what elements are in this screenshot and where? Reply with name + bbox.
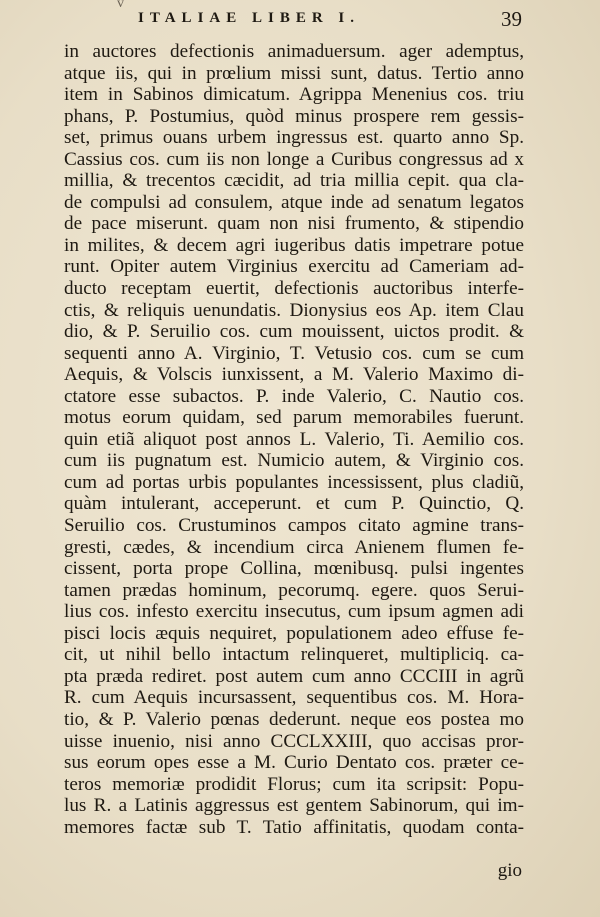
text-line: tio, & P. Valerio pœnas dederunt. neque eos postea mo <box>64 708 524 730</box>
text-line: cum ad portas urbis populantes incessissent, plus cladiũ, <box>64 471 524 493</box>
text-line: de compulsi ad consulem, atque inde ad senatum legatos <box>64 191 524 213</box>
text-line: phans, P. Postumius, quòd minus prospere rem gessis- <box>64 105 524 127</box>
text-line: ctatore esse subactos. P. inde Valerio, C. Nautio cos. <box>64 385 524 407</box>
text-line: ctis, & reliquis uenundatis. Dionysius eos Ap. item Clau <box>64 299 524 321</box>
text-line: R. cum Aequis incursassent, sequentibus cos. M. Hora- <box>64 687 524 709</box>
text-line: cissent, porta prope Collina, mœnibusq. pulsi ingentes <box>64 558 524 580</box>
catchword: gio <box>497 860 522 881</box>
text-line: pta præda rediret. post autem cum anno CCCIII in agrũ <box>64 665 524 687</box>
text-line: atque iis, qui in prœlium missi sunt, datus. Tertio anno <box>64 62 524 84</box>
text-line: tamen prædas hominum, pecorumq. egere. quos Serui- <box>64 579 524 601</box>
text-line: pisci locis æquis nequiret, populationem adeo effuse fe- <box>64 622 524 644</box>
text-line: quin etiã aliquot post annos L. Valerio, Ti. Aemilio cos. <box>64 428 524 450</box>
text-line: quàm intulerant, acceperunt. et cum P. Quinctio, Q. <box>64 493 524 515</box>
text-line: set, primus ouans urbem ingressus est. quarto anno Sp. <box>64 127 524 149</box>
text-line: memores factæ sub T. Tatio affinitatis, quodam conta- <box>64 816 524 838</box>
body-text <box>64 41 524 838</box>
text-line: motus eorum quidam, sed parum memorabiles fuerunt. <box>64 407 524 429</box>
text-line: de pace miserunt. quam non nisi frumento, & stipendio <box>64 213 524 235</box>
text-line: cum iis pugnatum est. Numicio autem, & Virginio cos. <box>64 450 524 472</box>
text-line: sequenti anno A. Virginio, T. Vetusio cos. cum se cum <box>64 342 524 364</box>
text-line: Seruilio cos. Crustuminos campos citato agmine trans- <box>64 515 524 537</box>
text-line: gresti, cædes, & incendium circa Anienem flumen fe- <box>64 536 524 558</box>
text-line: in milites, & decem agri iugeribus datis impetrare potue <box>64 234 524 256</box>
text-line: teros memoriæ prodidit Florus; cum ita scripsit: Popu- <box>64 773 524 795</box>
running-head <box>80 6 522 34</box>
text-line: in auctores defectionis animaduersum. ager ademptus, <box>64 41 524 62</box>
running-title: ITALIAE LIBER I. <box>138 10 361 26</box>
text-line: ducto receptam euertit, defectionis auctoribus interfe- <box>64 278 524 300</box>
text-line: uisse inuenio, nisi anno CCCLXXIII, quo accisas pror- <box>64 730 524 752</box>
text-line: dio, & P. Seruilio cos. cum mouissent, uictos prodit. & <box>64 321 524 343</box>
text-line: runt. Opiter autem Virginius exercitu ad Cameriam ad- <box>64 256 524 278</box>
page-number: 39 <box>501 7 522 31</box>
text-line: lus R. a Latinis aggressus est gentem Sabinorum, qui im- <box>64 795 524 817</box>
text-line: millia, & trecentos cæcidit, ad tria millia cepit. qua cla- <box>64 170 524 192</box>
text-line: lius cos. infesto exercitu insecutus, cum ipsum agmen adi <box>64 601 524 623</box>
text-line: cit, ut nihil bello intactum relinqueret, multipliciq. ca- <box>64 644 524 666</box>
text-line: sus eorum opes esse a M. Curio Dentato cos. præter ce- <box>64 752 524 774</box>
text-line: Cassius cos. cum iis non longe a Curibus congressus ad x <box>64 148 524 170</box>
text-line: Aequis, & Volscis iunxissent, a M. Valerio Maximo di- <box>64 364 524 386</box>
page-mark: v <box>117 0 124 11</box>
text-line: item in Sabinos dimicatum. Agrippa Menenius cos. triu <box>64 84 524 106</box>
